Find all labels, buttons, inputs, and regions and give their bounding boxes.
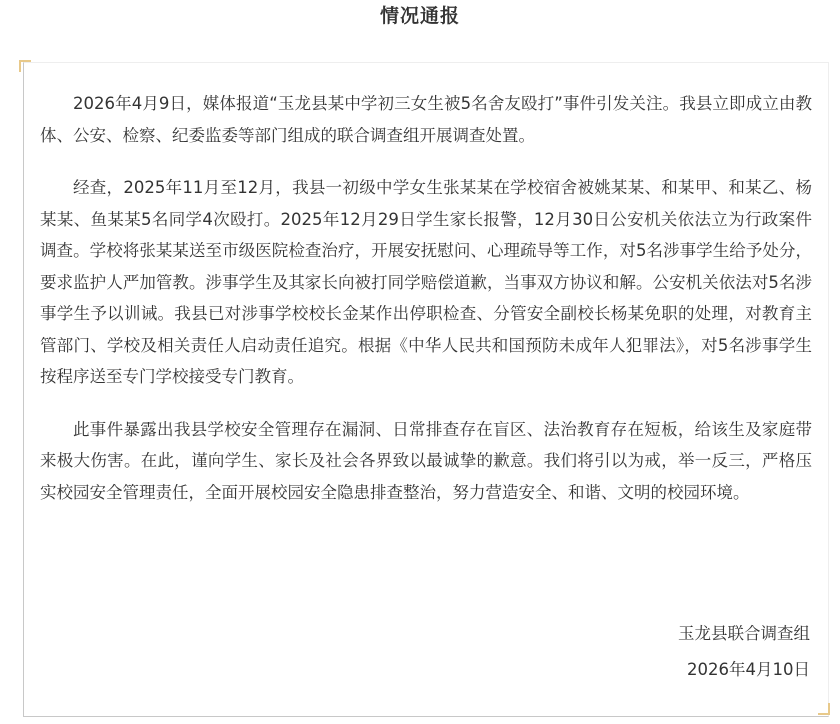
paragraph-apology: 此事件暴露出我县学校安全管理存在漏洞、日常排查存在盲区、法治教育存在短板，给该生及家庭带来极大伤害。在此，谨向学生、家长及社会各界致以最诚挚的歉意。我们将引以为戒，举一反三，严格压实校园安全管理责任，全面开展校园安全隐患排查整治，努力营造安全、和谐、文明的校园环境。 — [40, 419, 812, 502]
paragraph-intro: 2026年4月9日，媒体报道“玉龙县某中学初三女生被5名舍友殴打”事件引发关注。我县立即成立由教体、公安、检察、纪委监委等部门组成的联合调查组开展调查处置。 — [40, 94, 812, 145]
page-title: 情况通报 — [379, 5, 460, 27]
signature-date: 2026年4月10日 — [687, 660, 810, 679]
paragraph-investigation: 经查，2025年11月至12月，我县一初级中学女生张某某在学校宿舍被姚某某、和某甲、和某乙、杨某某、鱼某某5名同学4次殴打。2025年12月29日学生家长报警，12月30日公安机关依法立为行政案件调查。学校将张某某送至市级医院检查治疗，开展安抚慰问、心理疏导等工作，对5名涉事学生给予处分，要求监护人严加管教。涉事学生及其家长向被打同学赔偿道歉，当事双方协议和解。公安机关依法对5名涉事学生予以训诫。我县已对涉事学校校长金某作出停职检查、分管安全副校长杨某免职的处理，对教育主管部门、学校及相关责任人启动责任追究。根据《中华人民共和国预防未成年人犯罪法》，对5名涉事学生按程序送至专门学校接受专门教育。 — [40, 178, 812, 386]
notice-body — [40, 88, 812, 529]
frame-corner-top-left — [19, 60, 31, 72]
signature-organization: 玉龙县联合调查组 — [678, 624, 810, 643]
frame-corner-bottom-right — [818, 703, 830, 715]
